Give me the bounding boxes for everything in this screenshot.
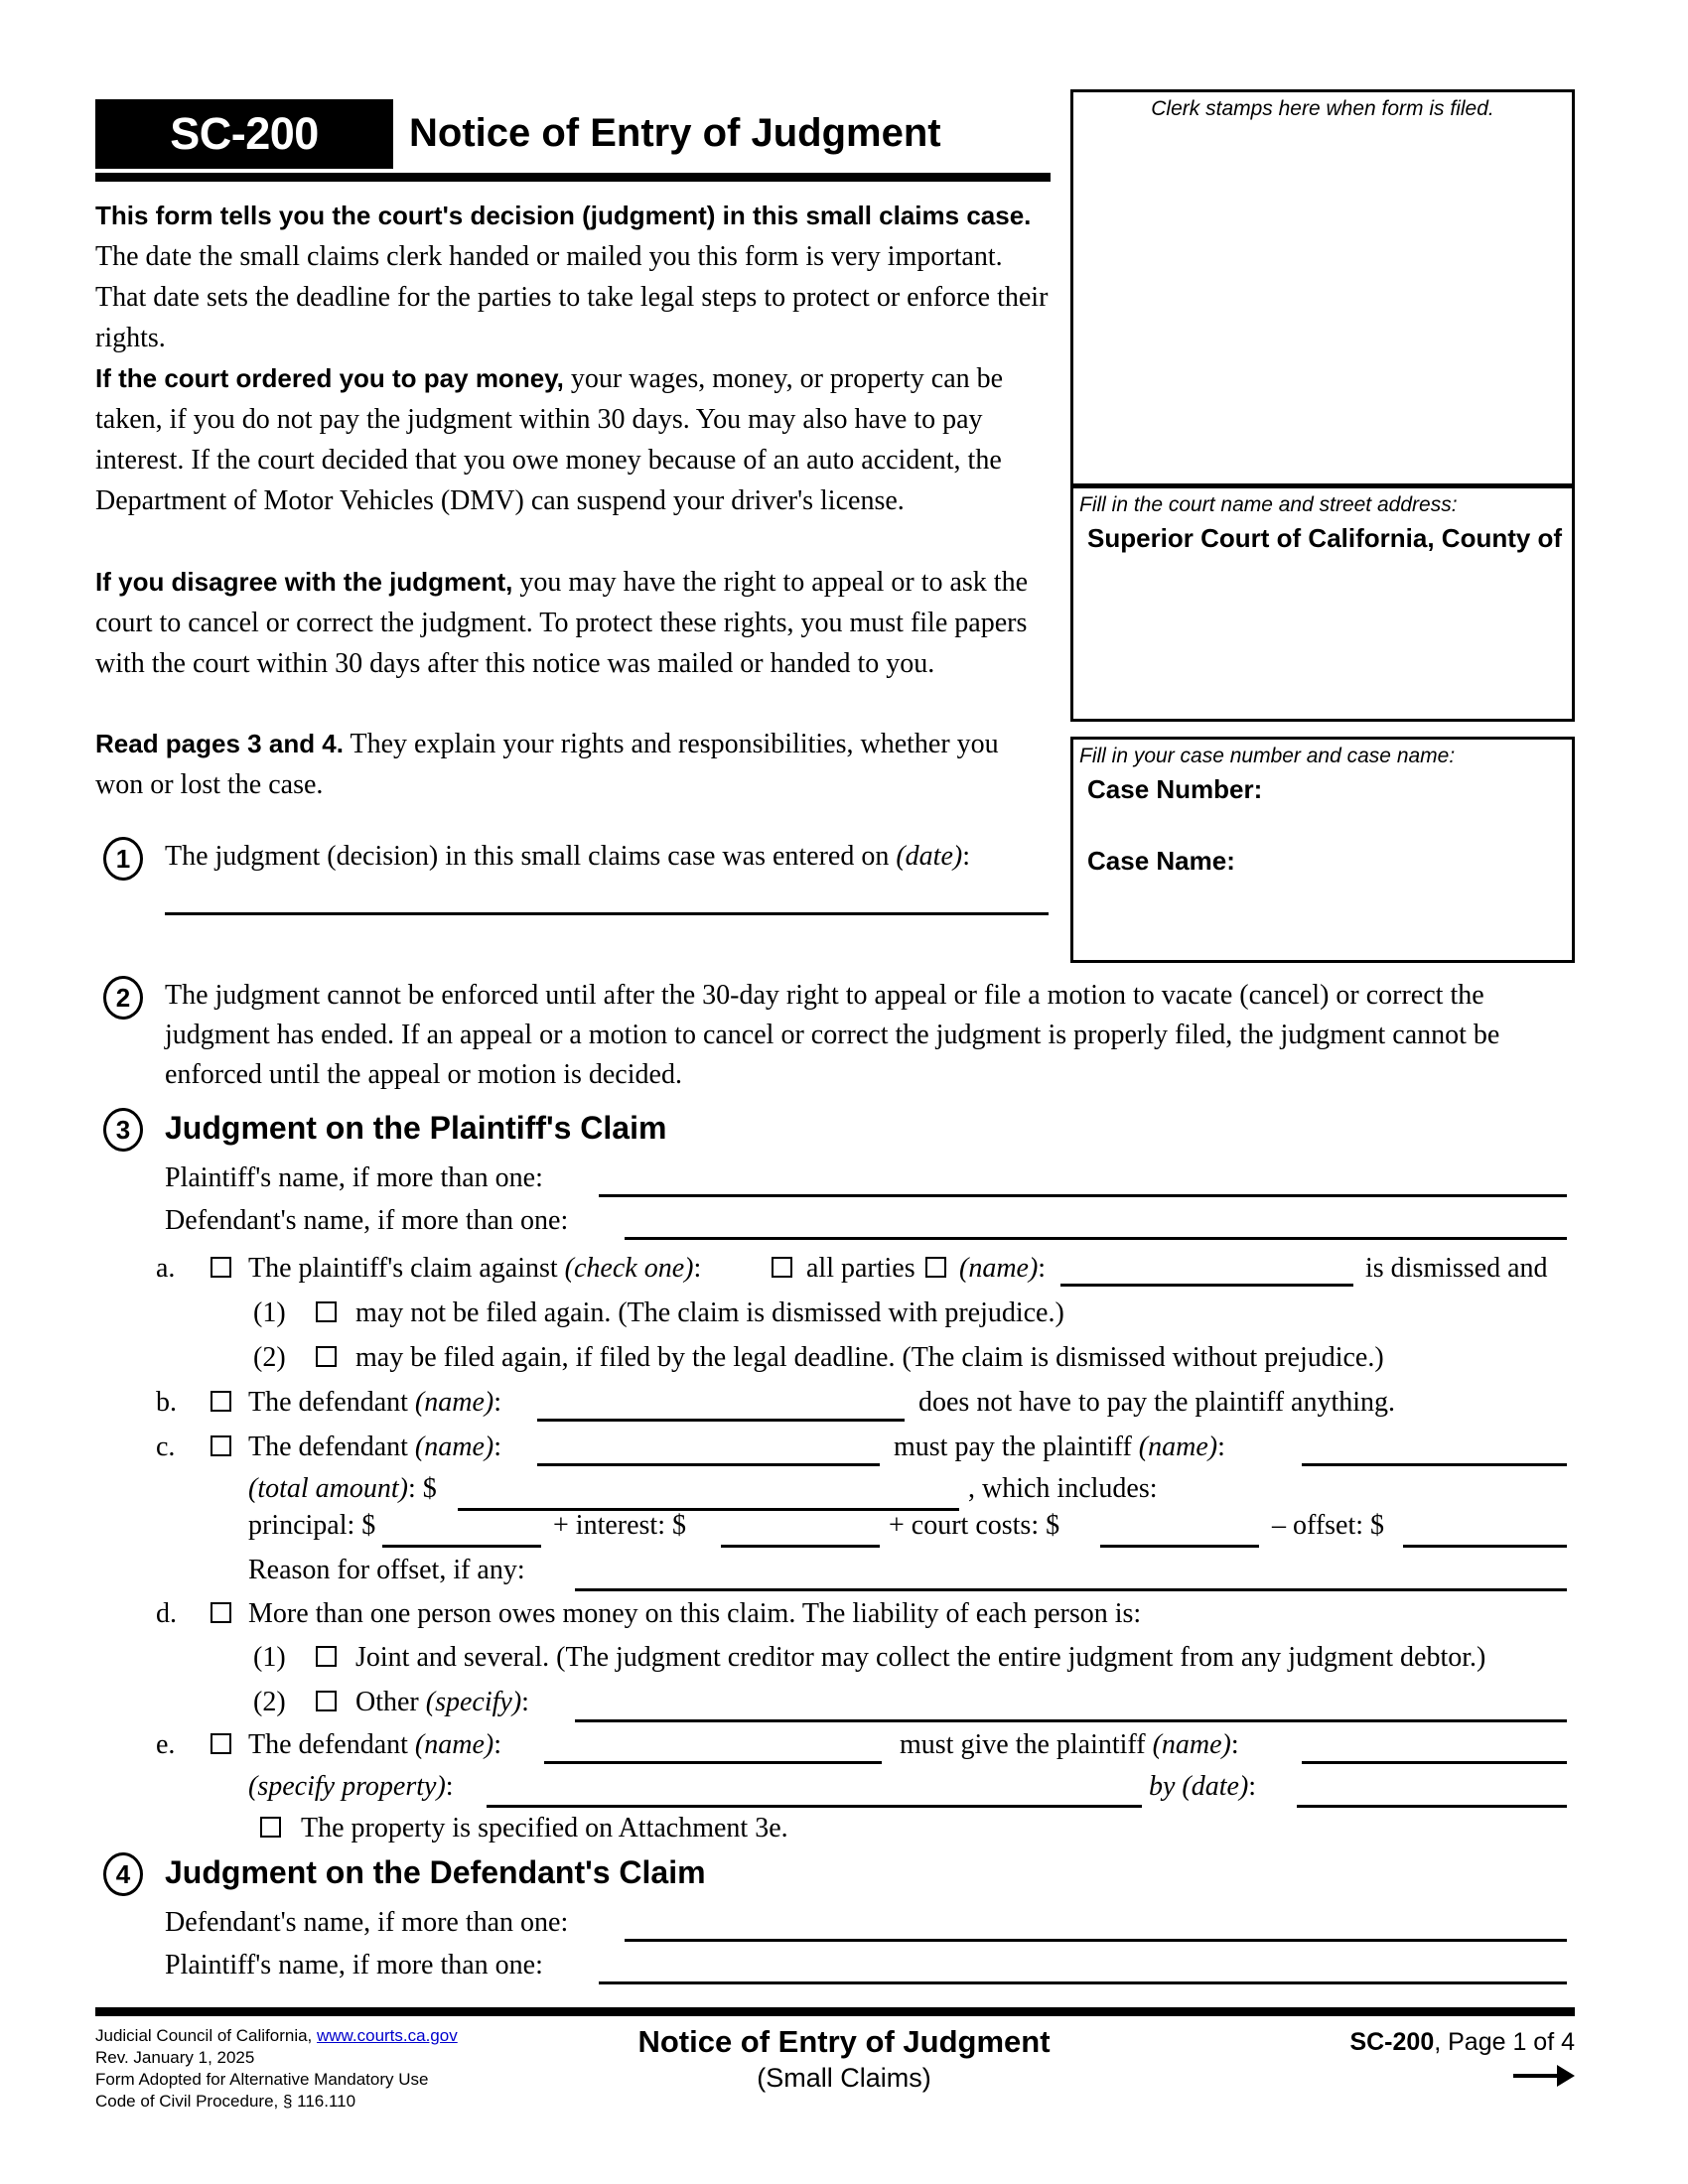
footer-line-3: Form Adopted for Alternative Mandatory Use [95, 2070, 429, 2089]
item-4-plaintiff-field[interactable] [599, 1981, 1567, 1984]
item-3c-total-field[interactable] [458, 1508, 959, 1511]
intro-paragraph-4 [95, 724, 1049, 805]
next-page-arrow-icon [1513, 2061, 1575, 2091]
intro-paragraph-2 [95, 358, 1049, 521]
intro-p4-bold: Read pages 3 and 4. [95, 729, 344, 758]
header-rule [95, 173, 1051, 182]
item-3a-name-field[interactable] [1060, 1284, 1353, 1287]
item-3a-all-parties-checkbox[interactable] [772, 1257, 792, 1278]
item-3e-property-field[interactable] [487, 1805, 1142, 1808]
item-3c-reason-label: Reason for offset, if any: [248, 1555, 525, 1585]
item-3c-interest-label: + interest: $ [553, 1510, 686, 1541]
item-3a-1-number: (1) [253, 1297, 286, 1328]
court-name-value: Superior Court of California, County of [1087, 523, 1563, 553]
item-3e-defendant-field[interactable] [544, 1761, 882, 1764]
item-3e-text-2: must give the plaintiff (name): [900, 1729, 1239, 1760]
item-3-heading: Judgment on the Plaintiff's Claim [165, 1110, 667, 1146]
item-3d-text: More than one person owes money on this claim. The liability of each person is: [248, 1598, 1142, 1629]
item-3c-principal-label: principal: $ [248, 1510, 376, 1541]
item-3-plaintiff-label: Plaintiff's name, if more than one: [165, 1162, 543, 1193]
intro-paragraph-3 [95, 562, 1049, 684]
item-3c-text-2: must pay the plaintiff (name): [894, 1432, 1225, 1462]
form-code-badge: SC-200 [95, 99, 393, 169]
item-3c-costs-label: + court costs: $ [889, 1510, 1060, 1541]
item-3d-2-number: (2) [253, 1687, 286, 1717]
intro-p1-rest: The date the small claims clerk handed or mailed you this form is very important. That date sets the deadline for the parties to take legal steps to protect or enforce their rights. [95, 241, 1049, 353]
footer-subtitle: (Small Claims) [757, 2063, 931, 2093]
intro-p2-rest: your wages, money, or property can be taken, if you do not pay the judgment within 30 days. You may also have to pay interest. If the court decided that you owe money because of an auto accident, the Department of Motor Vehicles (DMV) can suspend your driver's license. [95, 363, 1004, 516]
item-2-number: 2 [103, 976, 143, 1020]
item-3a-text-1: The plaintiff's claim against (check one): [248, 1253, 702, 1284]
item-3a-2-checkbox[interactable] [316, 1346, 337, 1367]
case-number-label: Case Number: [1087, 774, 1263, 804]
item-3a-name-checkbox[interactable] [925, 1257, 946, 1278]
item-3-plaintiff-field[interactable] [599, 1194, 1567, 1197]
item-3d-2-field[interactable] [575, 1719, 1567, 1722]
intro-paragraph-1 [95, 196, 1049, 358]
intro-p3-rest: you may have the right to appeal or to ask the court to cancel or correct the judgment. To protect these rights, you must file papers with the court within 30 days after this notice was mailed or handed to you. [95, 567, 1029, 679]
item-3d-2-checkbox[interactable] [316, 1691, 337, 1711]
item-3e-property-label: (specify property): [248, 1771, 454, 1802]
item-3b-checkbox[interactable] [211, 1391, 231, 1412]
item-3a-name-hint: (name): [959, 1253, 1047, 1284]
item-3b-text-2: does not have to pay the plaintiff anything. [918, 1387, 1396, 1418]
item-3e-checkbox[interactable] [211, 1733, 231, 1754]
item-3e-letter: e. [156, 1729, 176, 1760]
intro-p2-bold: If the court ordered you to pay money, [95, 363, 564, 393]
item-3e-text-1: The defendant (name): [248, 1729, 501, 1760]
item-3c-costs-field[interactable] [1100, 1545, 1259, 1548]
court-name-caption: Fill in the court name and street address: [1079, 493, 1458, 516]
footer-rule [95, 2007, 1575, 2016]
intro-p3-bold: If you disagree with the judgment, [95, 567, 513, 597]
item-4-heading: Judgment on the Defendant's Claim [165, 1854, 706, 1890]
item-1-number: 1 [103, 837, 143, 881]
item-3d-1-number: (1) [253, 1642, 286, 1673]
item-3e-attachment-checkbox[interactable] [260, 1817, 281, 1838]
item-3c-defendant-field[interactable] [537, 1463, 880, 1466]
item-3c-principal-field[interactable] [382, 1545, 541, 1548]
item-3a-letter: a. [156, 1253, 176, 1284]
item-1-date-field[interactable] [165, 912, 1049, 915]
item-3a-all-parties-label: all parties [806, 1253, 915, 1284]
clerk-stamp-caption: Clerk stamps here when form is filed. [1151, 97, 1494, 120]
footer-form-code: SC-200 [1349, 2028, 1435, 2056]
page-title: Notice of Entry of Judgment [409, 111, 941, 155]
item-3a-checkbox[interactable] [211, 1257, 231, 1278]
item-3c-letter: c. [156, 1432, 176, 1462]
item-3-number: 3 [103, 1108, 143, 1152]
item-3a-text-2: is dismissed and [1365, 1253, 1548, 1284]
item-3b-letter: b. [156, 1387, 177, 1418]
case-name-label: Case Name: [1087, 846, 1235, 876]
item-3c-plaintiff-field[interactable] [1302, 1463, 1567, 1466]
item-4-defendant-field[interactable] [625, 1939, 1567, 1942]
item-3e-attachment-label: The property is specified on Attachment 3e. [301, 1813, 788, 1843]
item-3d-2-text: Other (specify): [355, 1687, 529, 1717]
footer-line-1: Judicial Council of California, www.courts.ca.gov [95, 2026, 458, 2045]
footer-line-2: Rev. January 1, 2025 [95, 2048, 255, 2067]
item-4-number: 4 [103, 1852, 143, 1896]
courts-website-link[interactable]: www.courts.ca.gov [317, 2026, 458, 2045]
item-3c-includes-label: , which includes: [968, 1473, 1158, 1504]
intro-p1-bold: This form tells you the court's decision (judgment) in this small claims case. [95, 201, 1032, 230]
item-4-plaintiff-label: Plaintiff's name, if more than one: [165, 1950, 543, 1980]
item-3e-date-field[interactable] [1297, 1805, 1567, 1808]
item-1-text: The judgment (decision) in this small claims case was entered on (date): [165, 841, 970, 872]
item-3a-2-text: may be filed again, if filed by the legal deadline. (The claim is dismissed without prejudice.) [355, 1342, 1384, 1373]
footer-page-info [1349, 2027, 1575, 2057]
item-3c-interest-field[interactable] [721, 1545, 880, 1548]
case-info-box[interactable] [1070, 737, 1575, 963]
item-4-defendant-label: Defendant's name, if more than one: [165, 1907, 569, 1938]
item-3b-text-1: The defendant (name): [248, 1387, 501, 1418]
clerk-stamp-box [1070, 89, 1575, 486]
item-2-text: The judgment cannot be enforced until after the 30-day right to appeal or file a motion to vacate (cancel) or correct the judgment has ended. If an appeal or a motion to cancel or correct the judgment is properly filed, the judgment cannot be enforced until the appeal or motion is decided. [165, 980, 1500, 1090]
item-3a-1-text: may not be filed again. (The claim is dismissed with prejudice.) [355, 1297, 1064, 1328]
item-3a-2-number: (2) [253, 1342, 286, 1373]
item-3d-1-checkbox[interactable] [316, 1646, 337, 1667]
item-1-date-hint: (date) [896, 841, 963, 872]
item-3c-total-label: (total amount): $ [248, 1473, 437, 1504]
item-3c-offset-field[interactable] [1403, 1545, 1567, 1548]
item-3-defendant-label: Defendant's name, if more than one: [165, 1205, 569, 1236]
item-3e-date-label: by (date): [1149, 1771, 1257, 1802]
footer-title: Notice of Entry of Judgment [637, 2024, 1051, 2059]
footer-line-4: Code of Civil Procedure, § 116.110 [95, 2092, 356, 2111]
item-3d-checkbox[interactable] [211, 1602, 231, 1623]
footer-page-number: , Page 1 of 4 [1434, 2028, 1575, 2056]
item-3c-text-1: The defendant (name): [248, 1432, 501, 1462]
intro-p4-rest: They explain your rights and responsibilities, whether you won or lost the case. [95, 729, 999, 800]
court-name-box[interactable] [1070, 485, 1575, 722]
item-3d-1-text: Joint and several. (The judgment creditor may collect the entire judgment from any judgment debtor.) [355, 1642, 1486, 1673]
case-info-caption: Fill in your case number and case name: [1079, 745, 1456, 767]
item-3c-checkbox[interactable] [211, 1435, 231, 1456]
item-3e-plaintiff-field[interactable] [1302, 1761, 1567, 1764]
item-3c-reason-field[interactable] [575, 1588, 1567, 1591]
item-3b-name-field[interactable] [537, 1419, 905, 1422]
item-3-defendant-field[interactable] [625, 1237, 1567, 1240]
item-3d-letter: d. [156, 1598, 177, 1629]
item-3c-offset-label: – offset: $ [1272, 1510, 1385, 1541]
item-3a-1-checkbox[interactable] [316, 1301, 337, 1322]
